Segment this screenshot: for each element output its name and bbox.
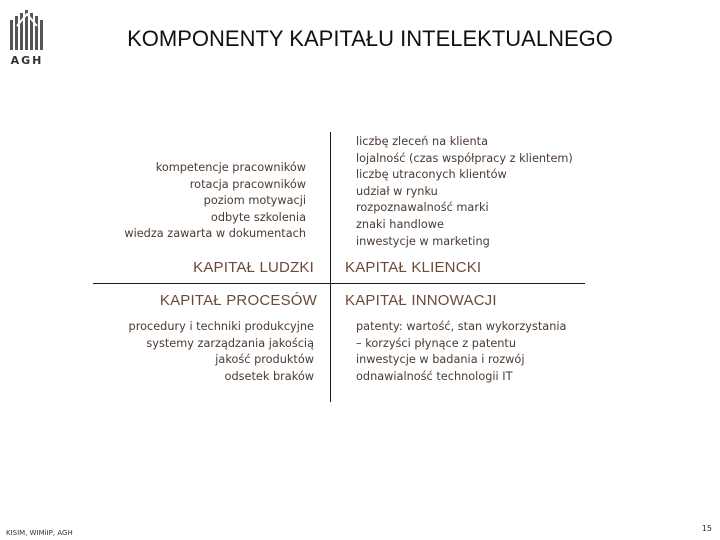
list-item: znaki handlowe xyxy=(356,217,444,231)
list-item: lojalność (czas współpracy z klientem) xyxy=(356,151,573,165)
list-item: odbyte szkolenia xyxy=(210,210,306,224)
list-item: wiedza zawarta w dokumentach xyxy=(124,227,306,241)
page-number: 15 xyxy=(701,524,712,533)
list-item: odnawialność technologii IT xyxy=(356,369,513,383)
list-item: inwestycje w marketing xyxy=(356,234,490,248)
horizontal-divider xyxy=(93,283,585,284)
list-item: procedury i techniki produkcyjne xyxy=(128,320,314,333)
list-item: odsetek braków xyxy=(224,369,314,383)
innovation-capital-label: KAPITAŁ INNOWACJI xyxy=(345,292,497,309)
list-item: kompetencje pracowników xyxy=(155,161,306,174)
agh-logo-icon xyxy=(10,10,44,50)
list-item: rotacja pracowników xyxy=(189,177,306,191)
footer-source: KISIM, WIMiIP, AGH xyxy=(6,529,73,537)
list-item: liczbę utraconych klientów xyxy=(356,168,507,182)
process-capital-list xyxy=(129,319,314,385)
process-capital-label: KAPITAŁ PROCESÓW xyxy=(159,292,317,309)
human-capital-list xyxy=(124,160,306,243)
agh-logo xyxy=(8,10,44,66)
page-title: KOMPONENTY KAPITAŁU INTELEKTUALNEGO xyxy=(127,26,613,51)
list-item: inwestycje w badania i rozwój xyxy=(356,353,525,367)
client-capital-list xyxy=(356,134,573,250)
list-item: – korzyści płynące z patentu xyxy=(356,336,517,350)
list-item: patenty: wartość, stan wykorzystania xyxy=(356,320,567,333)
vertical-divider xyxy=(330,132,331,402)
list-item: systemy zarządzania jakością xyxy=(146,336,314,350)
human-capital-label: KAPITAŁ LUDZKI xyxy=(193,259,314,276)
client-capital-label: KAPITAŁ KLIENCKI xyxy=(345,259,482,276)
list-item: jakość produktów xyxy=(215,353,314,367)
logo-text: AGH xyxy=(10,54,44,67)
list-item: liczbę zleceń na klienta xyxy=(356,135,489,148)
list-item: poziom motywacji xyxy=(203,194,306,208)
list-item: udział w rynku xyxy=(356,184,438,198)
list-item: rozpoznawalność marki xyxy=(356,201,489,215)
innovation-capital-list xyxy=(356,319,566,385)
